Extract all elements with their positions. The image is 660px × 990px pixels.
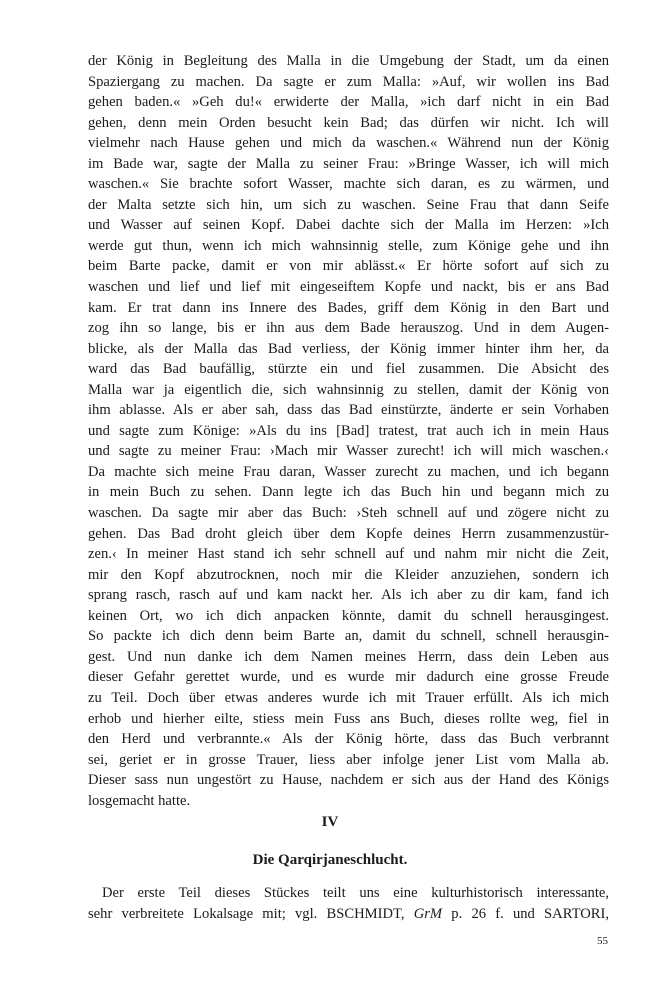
section-number: IV [321, 814, 339, 830]
text-line: der König in Begleitung des Malla in die Umgebung der Stadt, um da einen [88, 53, 609, 69]
text-line: und sagte zum Könige: »Als du ins [Bad] tratest, trat auch ich in mein Haus [88, 422, 609, 439]
text-line: gest. Und nun danke ich dem Namen meines Herrn, dass dein Leben aus [88, 648, 609, 665]
text-line: gehen, denn mein Orden besucht kein Bad; das dürfen wir nicht. Ich will [88, 114, 609, 131]
citation-abbrev: GrM [413, 905, 443, 922]
text-line: in mein Buch zu sehen. Dann legte ich das Buch hin und begann mich zu [88, 484, 609, 501]
text-line: vielmehr nach Hause gehen und mich da waschen.« Während nun der König [88, 135, 609, 152]
intro-text: p. 26 f. und SARTORI, [442, 905, 609, 922]
text-line: Malla war ja eigentlich die, sich wahnsinnig zu stellen, damit der König von [88, 381, 609, 398]
intro-line: Der erste Teil dieses Stückes teilt uns eine kulturhistorisch interessante, [102, 885, 609, 901]
text-line: zen.‹ In meiner Hast stand ich sehr schnell auf und nahm mir nicht die Zeit, [88, 546, 609, 563]
text-line: im Bade war, sagte der Malla zu seiner Frau: »Bringe Wasser, ich will mich [88, 155, 609, 172]
text-line: waschen und lief und lief mit eingeseiftem Kopfe und nackt, bis er ans Bad [88, 279, 609, 296]
text-line: sei, geriet er in grosse Trauer, liess aber infolge jener List vom Malla ab. [88, 751, 609, 768]
text-line: beim Barte packe, damit er von mir ablässt.« Er hörte sofort auf sich zu [88, 258, 609, 275]
text-line: ward das Bad baufällig, stürzte ein und fiel zusammen. Die Absicht des [88, 361, 609, 378]
text-line: erhob und hierher eilte, stiess mein Fuss ans Buch, dieses rollte weg, fiel in [88, 710, 609, 727]
text-line: und sagte zu meiner Frau: ›Mach mir Wasser zurecht! ich will mich waschen.‹ [88, 443, 609, 460]
text-line: gehen baden.« »Geh du!« erwiderte der Malla, »ich darf nicht in ein Bad [88, 94, 609, 111]
text-line: So packte ich dich denn beim Barte an, damit du schnell, schnell herausgin- [88, 628, 609, 645]
text-line: losgemacht hatte. [88, 792, 191, 809]
text-line: werde gut thun, wenn ich mich wahnsinnig stelle, zum Könige gehe und ihn [88, 237, 609, 254]
section-title: Die Qarqirjaneschlucht. [252, 852, 408, 868]
text-line: waschen.« Sie brachte sofort Wasser, machte sich daran, es zu wärmen, und [88, 176, 609, 193]
text-line: blicke, als der Malla das Bad verliess, der König immer hinter ihm her, da [88, 340, 609, 357]
text-line: zu Teil. Doch über etwas anderes wurde ich mit Trauer erfüllt. Als ich mich [88, 689, 609, 706]
text-line: Da machte sich meine Frau daran, Wasser zurecht zu machen, und ich begann [88, 463, 609, 480]
intro-paragraph [88, 883, 609, 924]
text-line: dieser Gefahr gerettet wurde, und es wurde mir dadurch eine grosse Freude [88, 669, 609, 686]
body-text [88, 51, 609, 811]
page-number: 55 [597, 935, 608, 947]
text-line: kam. Er trat dann ins Innere des Bades, griff dem König in den Bart und [88, 299, 609, 316]
text-line: zog ihn so lange, bis er ihn aus dem Bade herauszog. Und in dem Augen- [88, 320, 609, 337]
text-line: Spaziergang zu machen. Da sagte er zum Malla: »Auf, wir wollen ins Bad [88, 73, 609, 90]
text-line: Dieser sass nun ungestört zu Hause, nachdem er sich aus der Hand des Königs [88, 772, 609, 789]
text-line: mir den Kopf abzutrocknen, noch mir die Kleider anzuziehen, sondern ich [88, 566, 609, 583]
text-line: ihm ablasse. Als er aber sah, dass das Bad einstürzte, änderte er sein Vorhaben [88, 402, 609, 419]
text-line: und Wasser auf seinen Kopf. Dabei dachte sich der Malla im Herzen: »Ich [88, 217, 609, 234]
text-line: waschen. Da sagte mir aber das Buch: ›Steh schnell auf und zögere nicht zu [88, 505, 609, 522]
text-line: der Malta setzte sich hin, um sich zu waschen. Seine Frau that dann Seife [88, 196, 609, 213]
text-line: keinen Ort, wo ich dich anpacken könnte, damit du schnell herausgingest. [88, 607, 609, 624]
text-line: sprang rasch, rasch auf und kam nackt her. Als ich aber zu dir kam, fand ich [88, 587, 609, 604]
text-line: den Herd und verbrannte.« Als der König hörte, dass das Buch verbrannt [88, 731, 609, 748]
intro-text: sehr verbreitete Lokalsage mit; vgl. BSCHMIDT, [88, 905, 414, 922]
text-line: gehen. Das Bad droht gleich über dem Kopfe deines Herrn zusammenzustür- [88, 525, 609, 542]
intro-line [88, 904, 609, 925]
